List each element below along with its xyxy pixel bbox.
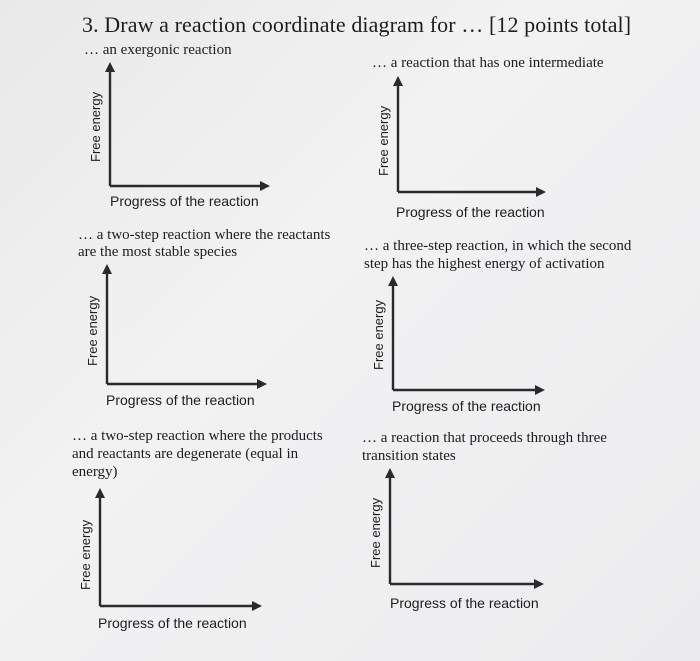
panel-prompt-line: transition states [362, 448, 456, 464]
x-axis-label: Progress of the reaction [396, 204, 545, 220]
x-axis-arrowhead [252, 601, 262, 611]
axes-frame [100, 62, 280, 197]
y-axis-arrowhead [102, 264, 112, 274]
panel-prompt-line: … a three-step reaction, in which the second [364, 238, 632, 254]
y-axis-label: Free energy [368, 497, 383, 568]
x-axis-arrowhead [536, 187, 546, 197]
panel-prompt-line: … an exergonic reaction [84, 42, 232, 58]
x-axis-arrowhead [534, 579, 544, 589]
x-axis-arrowhead [535, 385, 545, 395]
panel-prompt-line: are the most stable species [78, 244, 238, 260]
axes-frame [383, 276, 555, 400]
question-title: 3. Draw a reaction coordinate diagram for … [12 points total] [82, 12, 632, 37]
axes-frame [380, 468, 554, 594]
panel-prompt-line: … a reaction that proceeds through three [362, 430, 607, 446]
y-axis-label: Free energy [78, 519, 93, 590]
y-axis-arrowhead [393, 76, 403, 86]
x-axis-label: Progress of the reaction [106, 392, 255, 408]
y-axis-arrowhead [385, 468, 395, 478]
y-axis-label: Free energy [85, 295, 100, 366]
panel-prompt-line: energy) [72, 464, 118, 480]
y-axis-label: Free energy [376, 105, 391, 176]
panel-prompt-line: and reactants are degenerate (equal in [72, 446, 299, 462]
panel-prompt-line: … a reaction that has one intermediate [372, 55, 604, 71]
panel-prompt-line: … a two-step reaction where the reactants [78, 227, 331, 243]
x-axis-label: Progress of the reaction [390, 595, 539, 611]
y-axis-label: Free energy [371, 299, 386, 370]
x-axis-label: Progress of the reaction [110, 193, 259, 209]
y-axis-label: Free energy [88, 91, 103, 162]
y-axis-arrowhead [388, 276, 398, 286]
axes-frame [97, 264, 277, 394]
panel-prompt-line: step has the highest energy of activation [364, 256, 605, 272]
x-axis-arrowhead [257, 379, 267, 389]
x-axis-label: Progress of the reaction [98, 615, 247, 631]
x-axis-arrowhead [260, 181, 270, 191]
axes-frame [90, 488, 272, 616]
x-axis-label: Progress of the reaction [392, 398, 541, 414]
y-axis-arrowhead [95, 488, 105, 498]
y-axis-arrowhead [105, 62, 115, 72]
panel-prompt-line: … a two-step reaction where the products [72, 428, 323, 444]
axes-frame [388, 76, 558, 202]
